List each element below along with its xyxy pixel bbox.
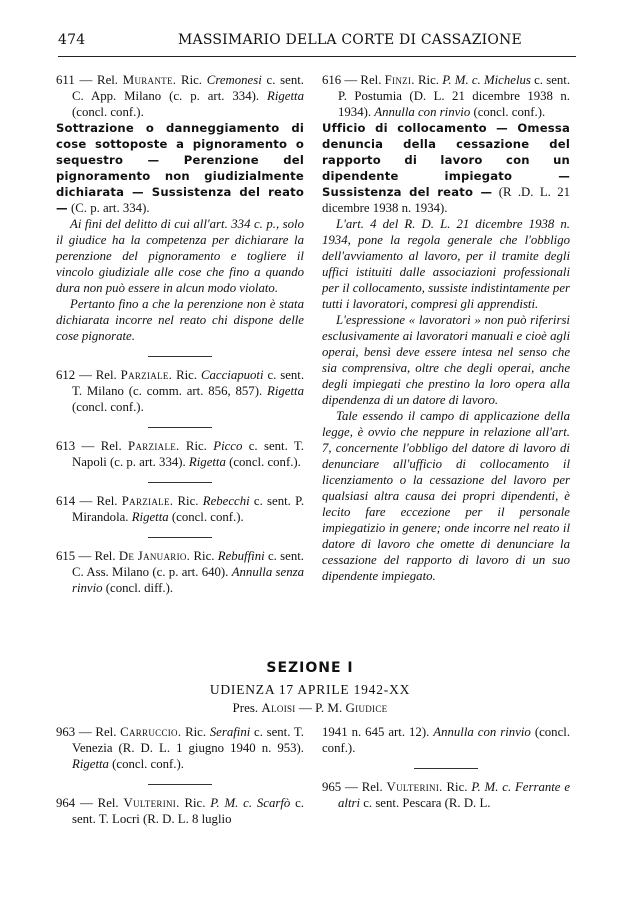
maxim-paragraph: L'espressione « lavoratori » non può riferirsi esclusivamente ai lavoratori manuali e cioè agli operai, bensì deve essere intesa nel senso che sia comprensiva, oltre che degli operai, anche degli impiegati che prestino la loro opera alla dipendenza di un datore di lavoro. <box>322 313 570 407</box>
text-num: 963 — Rel. <box>56 725 117 739</box>
text-concl: (concl. conf.). <box>473 105 546 119</box>
text-rel: Finzi. <box>384 73 415 87</box>
text-ref: (C. p. art. 334). <box>71 201 150 215</box>
text-pm: Giudice <box>345 700 388 715</box>
entry-611 <box>56 72 304 344</box>
header-rule <box>58 56 576 57</box>
text-rel: Vulterini. <box>386 780 443 794</box>
bottom-left-column <box>56 724 304 827</box>
text-concl: (concl. diff.). <box>105 581 174 595</box>
text-party: Cremonesi <box>206 73 262 87</box>
separator <box>148 427 212 428</box>
text-party: Rebecchi <box>202 494 250 508</box>
separator <box>148 537 212 538</box>
text-t1: 1941 n. 645 art. 12). <box>322 725 430 739</box>
text-pm_label: — P. M. <box>298 700 343 715</box>
left-column <box>56 72 304 596</box>
text-concl: (concl. conf.). <box>72 400 144 414</box>
separator <box>148 356 212 357</box>
maxim-paragraph: L'art. 4 del R. D. L. 21 dicembre 1938 n. 1934, pone la regola generale che l'obbligo dell'avviamento al lavoro, per il tramite degli uffici istituiti dalle associazioni professionali per il collocamento, sussiste indistintamente per tutti i lavoratori, compresi gli apprendisti. <box>322 217 570 311</box>
text-ric: Ric. <box>185 725 207 739</box>
entry-616 <box>322 72 570 584</box>
text-pres_label: Pres. <box>232 700 259 715</box>
right-column <box>322 72 570 584</box>
text-party: P. M. c. Michelus <box>442 73 531 87</box>
text-ric: Ric. <box>185 439 207 453</box>
section-title: SEZIONE I <box>266 660 354 676</box>
maxim-heading <box>322 120 570 216</box>
text-ric: Ric. <box>181 73 203 87</box>
text-t1: c. sent. P. Postumia (D. L. 21 dicembre 1938 n. 1934). <box>338 73 571 119</box>
entry-614 <box>56 493 304 525</box>
text-party: Cacciapuoti <box>200 368 264 382</box>
text-president: Aloisi <box>261 700 296 715</box>
text-outcome: Rigetta <box>72 757 109 771</box>
text-num: 965 — Rel. <box>322 780 383 794</box>
text-party: Rebuffini <box>217 549 265 563</box>
text-ric: Ric. <box>417 73 439 87</box>
text-heading: Sottrazione o danneggiamento di cose sottoposte a pignoramento o sequestro — Perenzione del pignoramento non giudizialmente dichiarata — Sussistenza del reato — <box>56 121 304 215</box>
text-num: 611 — Rel. <box>56 73 119 87</box>
text-ric: Ric. <box>184 796 206 810</box>
text-t1: c. sent. P. Mirandola. <box>72 494 305 524</box>
entry-613 <box>56 438 304 470</box>
entry-615 <box>56 548 304 596</box>
text-t1: c. sent. T. Napoli (c. p. art. 334). <box>72 439 304 469</box>
separator <box>148 784 212 785</box>
page-number: 474 <box>58 32 86 48</box>
maxim-paragraph: Tale essendo il campo di applicazione della legge, è ovvio che neppure in relazione all'art. 7, concernente l'obbligo del datore di lavoro di denunciare all'ufficio di collocamento il licenziamento o la cessazione del lavoro per qualsiasi altra causa dei propri dipendenti, è lecito fare eccezione per il personale impiegatizio in genere; onde incorre nel reato il datore di lavoro che omette di denunciare la cessazione del rapporto di lavoro di un suo dipendente impiegato. <box>322 409 570 583</box>
text-rel: Murante. <box>122 73 177 87</box>
text-ric: Ric. <box>193 549 215 563</box>
maxim-paragraph: Ai fini del delitto di cui all'art. 334 c. p., solo il giudice ha la competenza per dichiarare la perenzione del pignoramento e togliere il vincolo giudiziale alle cose che fino a quando dura non può essere in alcun modo violato. <box>56 217 304 295</box>
text-outcome: Rigetta <box>188 455 226 469</box>
maxim-paragraph: Pertanto fino a che la perenzione non è stata dichiarata incorre nel reato chi dispone delle cose pignorate. <box>56 297 304 343</box>
text-num: 614 — Rel. <box>56 494 118 508</box>
text-ric: Ric. <box>176 368 198 382</box>
entry-964 <box>56 795 304 827</box>
text-num: 616 — Rel. <box>322 73 382 87</box>
text-t1: c. sent. Pescara (R. D. L. <box>363 796 491 810</box>
text-rel: De Januario. <box>118 549 191 563</box>
text-num: 612 — Rel. <box>56 368 117 382</box>
text-t1: c. sent. T. Venezia (R. D. L. 1 giugno 1940 n. 953). <box>72 725 304 755</box>
text-t1: c. sent. T. Milano (c. comm. art. 856, 857). <box>72 368 305 398</box>
entry-965 <box>322 779 570 811</box>
maxim-heading <box>56 120 304 216</box>
text-t1: c. sent. C. App. Milano (c. p. art. 334). <box>72 73 304 103</box>
text-rel: Parziale. <box>128 439 180 453</box>
text-concl: (concl. conf.). <box>229 455 301 469</box>
text-outcome: Annulla con rinvio <box>433 725 531 739</box>
entry-963 <box>56 724 304 772</box>
text-ric: Ric. <box>177 494 199 508</box>
text-outcome: Rigetta <box>131 510 169 524</box>
text-concl: (concl. conf.). <box>322 725 571 755</box>
entry-964-continued <box>322 724 570 756</box>
text-num: 613 — Rel. <box>56 439 122 453</box>
text-concl: (concl. conf.). <box>72 105 144 119</box>
hearing-date: UDIENZA 17 APRILE 1942-XX <box>209 682 411 697</box>
text-heading: Ufficio di collocamento — Omessa denuncia della cessazione del rapporto di lavoro con un dipendente impiegato — Sussistenza del reato — <box>322 121 570 199</box>
text-outcome: Rigetta <box>267 384 304 398</box>
text-num: 964 — Rel. <box>56 796 119 810</box>
separator <box>414 768 478 769</box>
text-rel: Carruccio. <box>120 725 182 739</box>
text-num: 615 — Rel. <box>56 549 116 563</box>
text-ref: (R .D. L. 21 dicembre 1938 n. 1934). <box>322 185 570 215</box>
text-rel: Vulterini. <box>123 796 180 810</box>
text-concl: (concl. conf.). <box>112 757 184 771</box>
text-party: Picco <box>213 439 243 453</box>
text-outcome: Rigetta <box>267 89 304 103</box>
bottom-right-column <box>322 724 570 811</box>
text-ric: Ric. <box>446 780 468 794</box>
text-outcome: Annulla senza rinvio <box>72 565 304 595</box>
text-party: Serafini <box>209 725 251 739</box>
presidency-line <box>0 700 620 716</box>
text-t1: c. sent. T. Locri (R. D. L. 8 luglio <box>72 796 305 826</box>
text-party: P. M. c. Scarfò <box>210 796 291 810</box>
entry-612 <box>56 367 304 415</box>
page-header <box>58 32 578 54</box>
text-concl: (concl. conf.). <box>171 510 244 524</box>
text-rel: Parziale. <box>120 368 173 382</box>
running-title: MASSIMARIO DELLA CORTE DI CASSAZIONE <box>178 32 522 48</box>
text-party: P. M. c. Ferrante e altri <box>338 780 571 810</box>
separator <box>148 482 212 483</box>
text-outcome: Annulla con rinvio <box>374 105 471 119</box>
text-rel: Parziale. <box>121 494 174 508</box>
text-t1: c. sent. C. Ass. Milano (c. p. art. 640). <box>72 549 304 579</box>
